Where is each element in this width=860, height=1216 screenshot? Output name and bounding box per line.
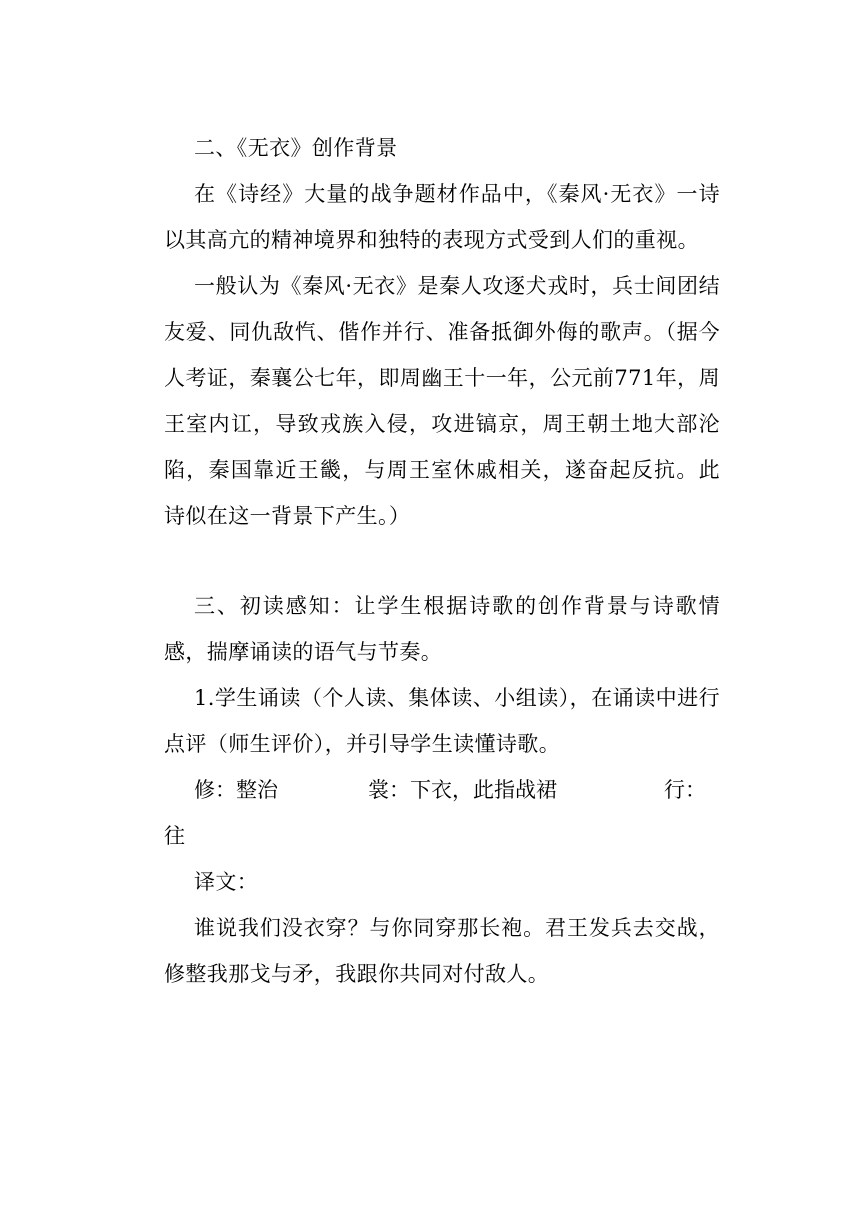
translation-label: 译文： <box>194 870 259 894</box>
section-2-heading: 二、《无衣》创作背景 <box>194 136 398 160</box>
gloss-xing-tail: 往 <box>164 824 185 848</box>
section-3-heading: 三、初读感知：让学生根据诗歌的创作背景与诗歌情感，揣摩诵读的语气与节奏。 <box>164 594 720 664</box>
section-2-paragraph-1: 在《诗经》大量的战争题材作品中，《秦风·无衣》一诗以其高亢的精神境界和独特的表现方式受到人们的重视。 <box>164 182 720 252</box>
gloss-xiu: 修：整治 <box>194 778 278 802</box>
translation-text: 谁说我们没衣穿？与你同穿那长袍。君王发兵去交战，修整我那戈与矛，我跟你共同对付敌人。 <box>164 916 720 986</box>
section-2-paragraph-2: 一般认为《秦风·无衣》是秦人攻逐犬戎时，兵士间团结友爱、同仇敌忾、偕作并行、准备抵御外侮的歌声。（据今人考证，秦襄公七年，即周幽王十一年，公元前771年，周王室内讧，导致戎族入侵，攻进镐京，周王朝土地大部沦陷，秦国靠近王畿，与周王室休戚相关，遂奋起反抗。此诗似在这一背景下产生。） <box>164 274 720 528</box>
section-3-paragraph-1: 1.学生诵读（个人读、集体读、小组读），在诵读中进行点评（师生评价），并引导学生读懂诗歌。 <box>164 686 720 756</box>
section-spacer <box>164 539 720 583</box>
gloss-row <box>164 767 720 813</box>
document-body <box>164 125 720 997</box>
gloss-xing-head: 行： <box>664 778 706 802</box>
gloss-chang: 裳：下衣，此指战裙 <box>368 778 557 802</box>
